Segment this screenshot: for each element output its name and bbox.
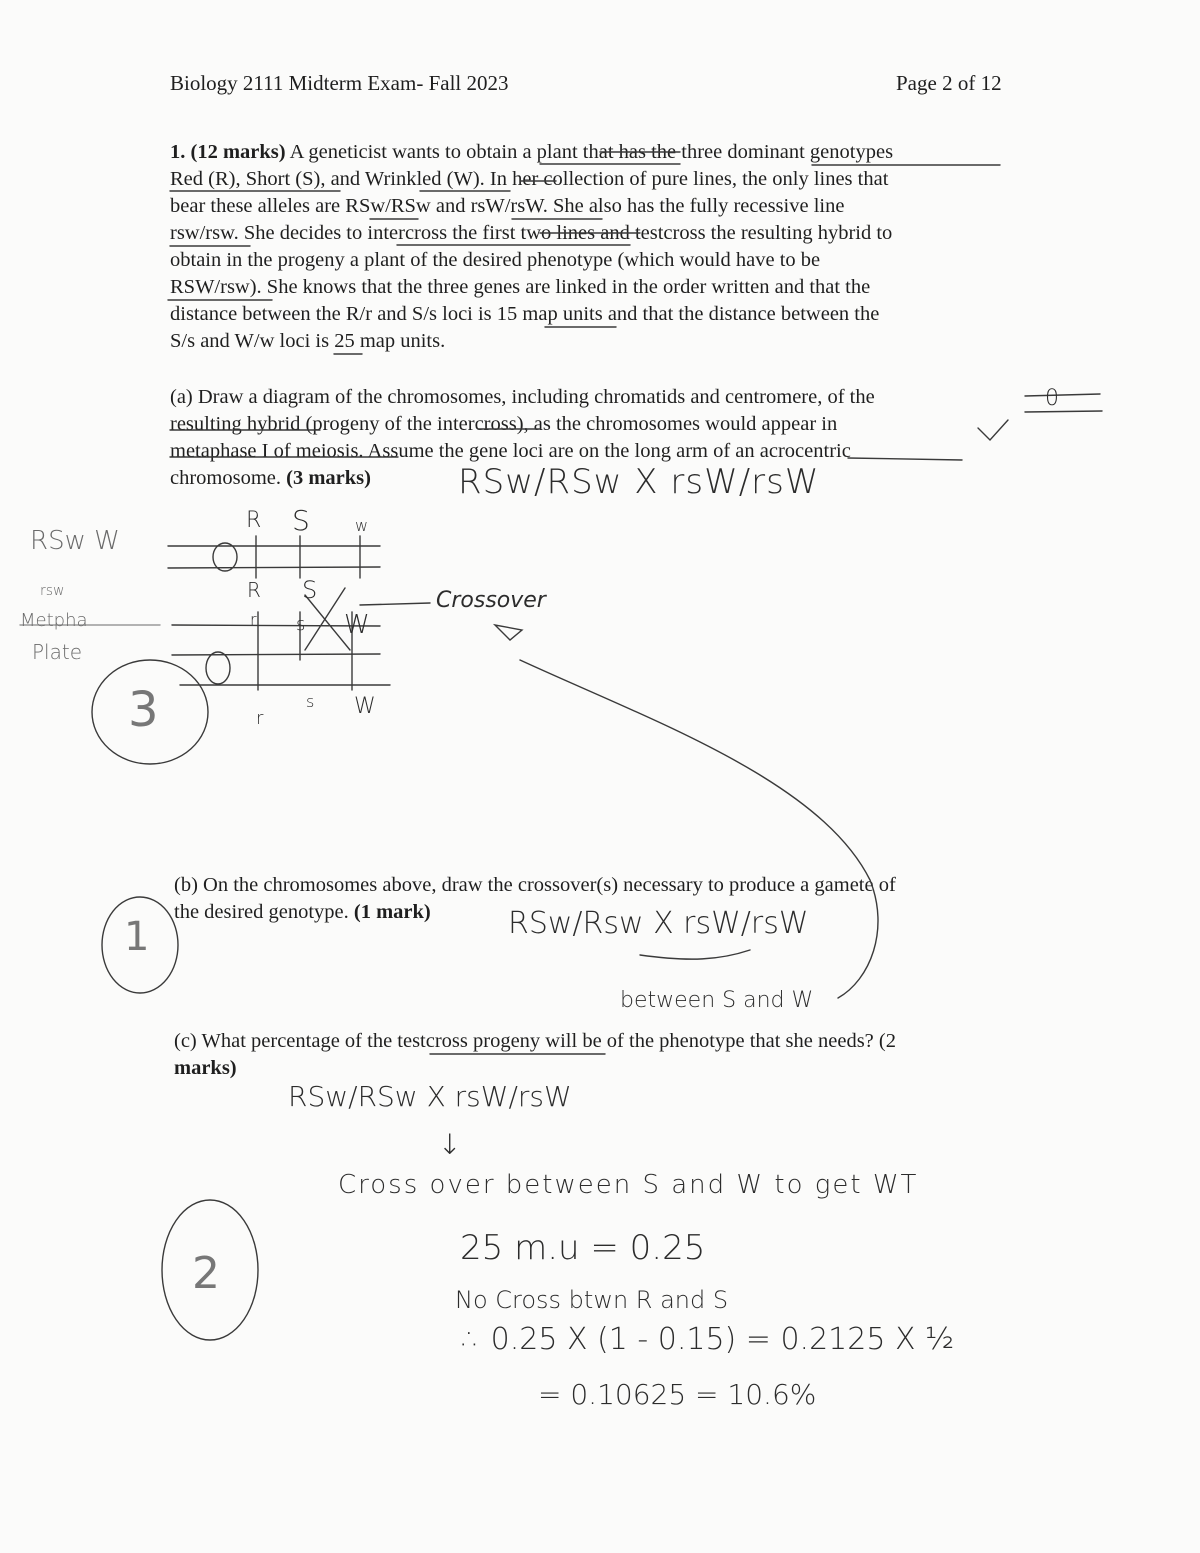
chromatid-4 [172, 654, 380, 655]
hw-margin-right: 0 [1045, 386, 1059, 411]
hw-margin-2: rsw [40, 583, 65, 599]
q1-line-5: obtain in the progeny a plant of the desired phenotype (which would have to be [170, 249, 821, 271]
hw-crossover-label: Crossover [436, 588, 546, 613]
hw-c-line4: ∴ 0.25 X (1 - 0.15) = 0.2125 X ½ [462, 1322, 955, 1357]
q1-line-1: 1. (12 marks) A geneticist wants to obtain a plant that has the three dominant genotypes [170, 141, 894, 163]
hw-diag-W-bot: W [354, 694, 376, 719]
part-c-line-2: marks) [174, 1057, 237, 1079]
hw-b-cross: RSw/Rsw X rsW/rsW [508, 906, 809, 941]
part-a-line-2: resulting hybrid (progeny of the intercross), as the chromosomes would appear in [170, 413, 838, 435]
part-b-line-1: (b) On the chromosomes above, draw the crossover(s) necessary to produce a gamete of [174, 874, 896, 896]
hw-diag-r-lo: r [250, 610, 257, 629]
hw-margin-4: Plate [32, 640, 83, 664]
hw-diag-S-top: S [292, 504, 310, 537]
hw-b-note: between S and W [620, 988, 814, 1013]
hw-diag-S-mid: S [302, 576, 318, 604]
grade-c: 2 [192, 1248, 220, 1299]
hw-c-cross: RSw/RSw X rsW/rsW [288, 1080, 572, 1113]
hw-diag-s-bot: s [306, 692, 315, 711]
page-number: Page 2 of 12 [896, 71, 1002, 95]
centromere-bottom [206, 652, 230, 684]
part-c-line-1: (c) What percentage of the testcross progeny will be of the phenotype that she needs? (2 [174, 1030, 896, 1052]
hw-margin-3: Metpha [20, 610, 88, 631]
hw-c-line5: = 0.10625 = 10.6% [538, 1378, 817, 1411]
q1-line-7: distance between the R/r and S/s loci is 15 map units and that the distance between the [170, 303, 880, 325]
hw-c-line3: No Cross btwn R and S [455, 1286, 729, 1314]
hw-c-line2: 25 m.u = 0.25 [460, 1228, 706, 1268]
hw-diag-R-top: R [246, 508, 262, 533]
part-a-line-4: chromosome. (3 marks) [170, 467, 371, 489]
hw-a-cross: RSw/RSw X rsW/rsW [458, 462, 820, 502]
part-a-line-3: metaphase I of meiosis. Assume the gene loci are on the long arm of an acrocentric [170, 440, 851, 462]
question-1 [170, 139, 1010, 355]
q1-line-3: bear these alleles are RSw/RSw and rsW/rsW. She also has the fully recessive line [170, 195, 845, 217]
part-a-line-1: (a) Draw a diagram of the chromosomes, including chromatids and centromere, of the [170, 386, 875, 408]
hw-diag-s-lo: s [296, 614, 306, 635]
hw-c-arrow: ↓ [438, 1128, 462, 1161]
chromatid-2 [168, 567, 380, 568]
q1-line-6: RSW/rsw). She knows that the three genes are linked in the order written and that the [170, 276, 871, 298]
q1-line-2: Red (R), Short (S), and Wrinkled (W). In her collection of pure lines, the only lines that [170, 168, 889, 190]
hw-diag-R-mid: R [247, 578, 261, 602]
hw-diag-W-lo: W [344, 610, 370, 640]
hw-diag-r-bot: r [256, 708, 264, 729]
exam-header-title: Biology 2111 Midterm Exam- Fall 2023 [170, 71, 509, 95]
q1-line-8: S/s and W/w loci is 25 map units. [170, 330, 446, 352]
grade-b: 1 [124, 914, 150, 960]
centromere-top [213, 543, 237, 571]
hw-margin-1: RSw W [30, 526, 120, 556]
part-c [174, 1028, 1014, 1082]
hw-diag-w-top: w [355, 516, 369, 535]
part-b-line-2: the desired genotype. (1 mark) [174, 901, 431, 923]
grade-a: 3 [128, 682, 159, 738]
hw-c-line1: Cross over between S and W to get WT [338, 1170, 919, 1200]
q1-line-4: rsw/rsw. She decides to intercross the first two lines and testcross the resulting hybrid to [170, 222, 893, 244]
curved-arrow [520, 660, 878, 998]
